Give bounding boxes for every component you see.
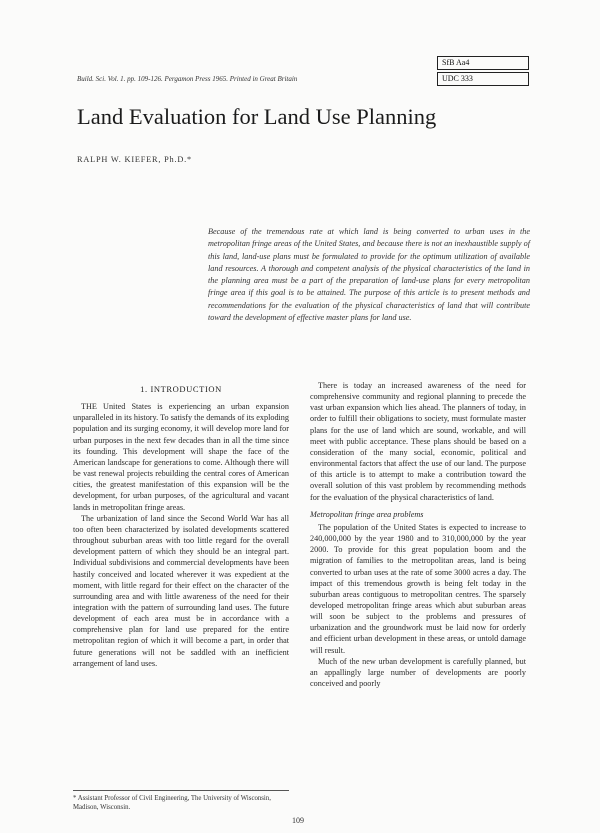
paragraph: The urbanization of land since the Second World War has all too often been characterized by isolated developments scattered throughout suburban areas with too little regard for the overall development pattern of which they should be an integral part. Individual subdivisions and commercial developments have been hastily conceived and located wherever it was expedient at the moment, with little regard for their effect on the character of the surrounding area and with little awareness of the need for their integration with the pattern of surrounding land uses. The future development of each area must be in accordance with a comprehensive plan for land use prepared for the entire metropolitan region of which it will become a part, in order that future generations will not be saddled with an inefficient arrangement of land uses. <box>73 513 289 668</box>
abstract: Because of the tremendous rate at which land is being converted to urban uses in the metropolitan fringe areas of the United States, and because there is not an inexhaustible supply of this land, land-use plans must be formulated to provide for the optimum utilization of available land resources. A thorough and competent analysis of the physical characteristics of the land in the planning area must be a part of the preparation of land-use plans for every metropolitan fringe area if this goal is to be attained. The purpose of this article is to present methods and recommendations for the evaluation of the physical characteristics of land that will contribute toward the development of effective master plans for land use. <box>208 227 530 323</box>
paragraph: There is today an increased awareness of the need for comprehensive community and regional planning to precede the vast urban expansion which lies ahead. The planners of today, in order to fulfill their obligations to society, must formulate master plans for the use of land which are sound, workable, and will meet with public acceptance. These plans should be based on a consideration of the many social, economic, political and environmental factors that affect the use of our land. The purpose of this article is to attempt to make a contribution toward the overall solution of this vast problem by recommending methods for the evaluation of the physical characteristics of land. <box>310 381 526 502</box>
reference-box <box>437 56 529 88</box>
paragraph: THE United States is experiencing an urban expansion unparalleled in its history. To satisfy the demands of its exploding population and its surging economy, it will develop more land for urban purposes in the next few decades than in all the time since its founding. This development will shape the face of the American landscape for generations to come. Although there will be vast renewal projects rebuilding the central cores of American cities, the greatest manifestation of this expansion will be the development, for urban purposes, of the agricultural and vacant lands in metropolitan fringe areas. <box>73 402 289 512</box>
udc-code: UDC 333 <box>437 72 529 86</box>
right-column <box>310 380 526 689</box>
sfb-code: SfB Aa4 <box>437 56 529 70</box>
journal-citation: Build. Sci. Vol. 1. pp. 109-126. Pergamon Press 1965. Printed in Great Britain <box>77 75 298 83</box>
left-column <box>73 380 289 669</box>
page-number: 109 <box>292 816 304 825</box>
footnote-text: * Assistant Professor of Civil Engineering, The University of Wisconsin, Madison, Wisconsin. <box>73 795 271 811</box>
footnote <box>73 790 289 812</box>
author-name: RALPH W. KIEFER, Ph.D.* <box>77 155 192 164</box>
article-title: Land Evaluation for Land Use Planning <box>77 104 437 129</box>
paragraph: The population of the United States is expected to increase to 240,000,000 by the year 1980 and to 310,000,000 by the year 2000. To provide for this great population boom and the migration of families to the metropolitan areas, land is being converted to urban uses at the rate of some 3000 acres a day. The impact of this tremendous growth is being felt today in the suburban areas contiguous to metropolitan centres. The sparsely developed metropolitan fringe areas which abut suburban areas will soon be subject to the problems and pressures of urbanization and the groundwork must be laid now for orderly and efficient urban development in these areas, or untold damage will result. <box>310 522 526 655</box>
section-heading-introduction: 1. INTRODUCTION <box>140 384 222 394</box>
subsection-heading: Metropolitan fringe area problems <box>310 509 424 519</box>
paragraph: Much of the new urban development is carefully planned, but an appallingly large number of developments are poorly conceived and poorly <box>310 656 526 689</box>
